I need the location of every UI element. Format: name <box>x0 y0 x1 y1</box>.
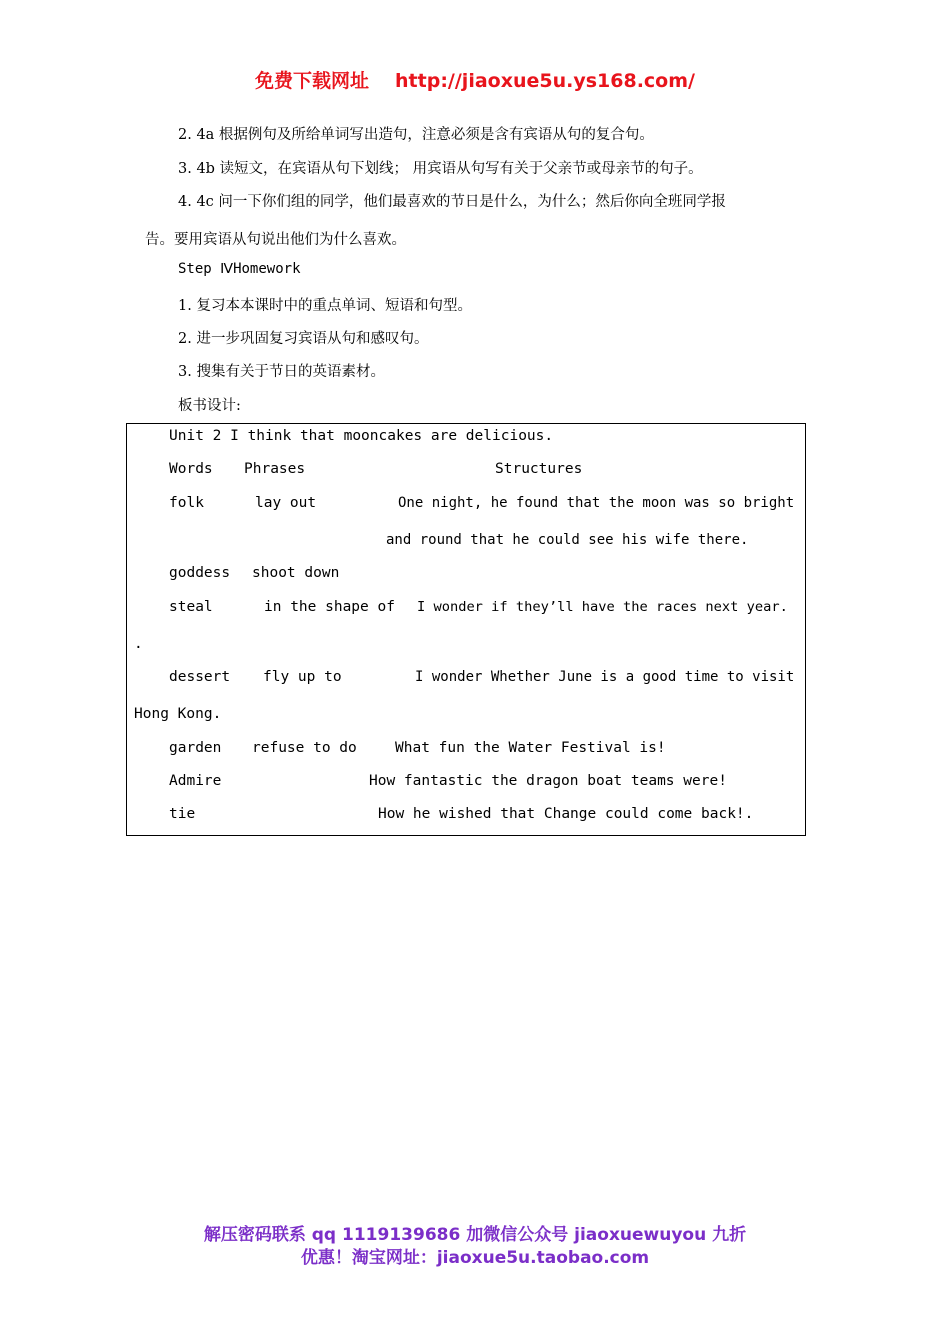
step-4-cont: 告。要用宾语从句说出他们为什么喜欢。 <box>145 232 406 248</box>
homework-item-1: 1. 复习本本课时中的重点单词、短语和句型。 <box>178 298 472 314</box>
col-structures: Structures <box>495 461 583 477</box>
word-garden: garden <box>169 740 222 756</box>
step-3: 3. 4b 读短文，在宾语从句下划线； 用宾语从句写有关于父亲节或母亲节的句子。 <box>178 161 703 177</box>
footer-line-2[interactable]: 优惠！淘宝网址：jiaoxue5u.taobao.com <box>300 1248 650 1268</box>
structure-6: How he wished that Change could come back!. <box>378 806 754 822</box>
header-url[interactable]: http://jiaoxue5u.ys168.com/ <box>395 70 695 92</box>
col-words: Words <box>169 461 213 477</box>
homework-heading: Step ⅣHomework <box>178 261 301 277</box>
step-4: 4. 4c 问一下你们组的同学，他们最喜欢的节日是什么，为什么；然后你向全班同学报 <box>178 194 726 210</box>
download-header <box>0 66 950 93</box>
phrase-refuse-to-do: refuse to do <box>252 740 357 756</box>
footer-line-1: 解压密码联系 qq 1119139686 加微信公众号 jiaoxuewuyou 九折 <box>203 1225 747 1245</box>
structure-1-cont: and round that he could see his wife there. <box>386 532 749 548</box>
structure-1: One night, he found that the moon was so bright <box>398 495 795 511</box>
word-folk: folk <box>169 495 204 511</box>
header-title: 免费下载网址 <box>255 70 370 92</box>
structure-4: What fun the Water Festival is! <box>395 740 666 756</box>
phrase-fly-up-to: fly up to <box>263 669 342 685</box>
phrase-lay-out: lay out <box>255 495 317 511</box>
phrase-shoot-down: shoot down <box>252 565 340 581</box>
board-label: 板书设计: <box>178 398 241 414</box>
word-admire: Admire <box>169 773 222 789</box>
structure-3: I wonder Whether June is a good time to visit <box>415 669 795 685</box>
word-steal: steal <box>169 599 213 615</box>
word-tie: tie <box>169 806 196 822</box>
word-dessert: dessert <box>169 669 231 685</box>
structure-2: I wonder if they’ll have the races next year. <box>417 599 788 615</box>
step-2: 2. 4a 根据例句及所给单词写出造句，注意必须是含有宾语从句的复合句。 <box>178 127 654 143</box>
homework-item-2: 2. 进一步巩固复习宾语从句和感叹句。 <box>178 331 429 347</box>
phrase-in-the-shape-of: in the shape of <box>264 599 395 615</box>
structure-5: How fantastic the dragon boat teams were! <box>369 773 727 789</box>
col-phrases: Phrases <box>244 461 306 477</box>
homework-item-3: 3. 搜集有关于节日的英语素材。 <box>178 364 385 380</box>
board-title: Unit 2 I think that mooncakes are delicious. <box>169 428 554 444</box>
structure-2-cont: . <box>134 636 143 652</box>
word-goddess: goddess <box>169 565 231 581</box>
structure-3-cont: Hong Kong. <box>134 706 222 722</box>
